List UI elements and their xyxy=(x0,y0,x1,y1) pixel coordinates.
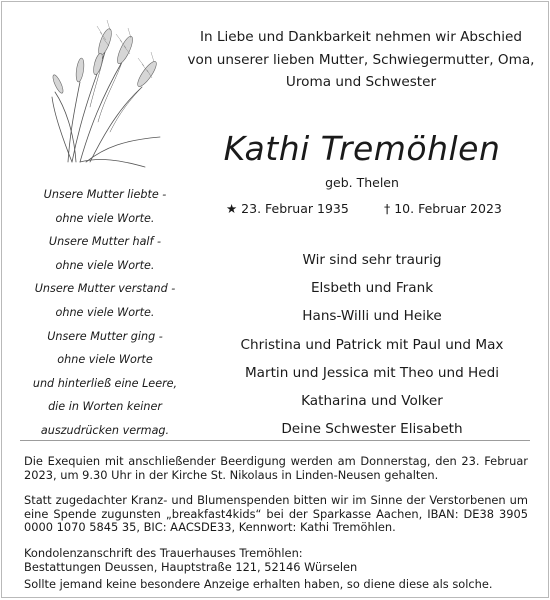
intro-line: von unserer lieben Mutter, Schwiegermutter, Oma, xyxy=(187,51,535,68)
condolence-address-label: Kondolenzanschrift des Trauerhauses Tremöhlen: xyxy=(24,545,303,560)
poem-line: ohne viele Worte. xyxy=(55,305,155,319)
donation-note: Statt zugedachter Kranz- und Blumenspenden bitten wir im Sinne der Verstorbenen um eine Spende zugunsten „breakfast4kids“ bei der Sparkasse Aachen, IBAN: DE38 3905 0000 1070 5845 35, BIC: AACSDE33, Kennwort: Kathi Tremöhlen. xyxy=(24,493,528,535)
mourner-entry: Elsbeth und Frank xyxy=(310,280,434,297)
mourners-heading: Wir sind sehr traurig xyxy=(302,252,442,268)
mourner-entry: Katharina und Volker xyxy=(301,393,443,410)
obituary-card xyxy=(1,1,549,598)
poem-line: ohne viele Worte xyxy=(57,353,153,367)
death-date: † 10. Februar 2023 xyxy=(384,201,502,216)
condolence-address: Bestattungen Deussen, Hauptstraße 121, 52146 Würselen xyxy=(24,559,358,574)
mourner-entry: Martin und Jessica mit Theo und Hedi xyxy=(244,364,500,381)
poem-line: Unsere Mutter liebte - xyxy=(43,188,167,201)
divider xyxy=(20,440,530,441)
exequies-note: Die Exequien mit anschließender Beerdigung werden am Donnerstag, den 23. Februar 2023, um 9.30 Uhr in der Kirche St. Nikolaus in Linden-Neusen gehalten. xyxy=(24,454,528,482)
intro-line: In Liebe und Dankbarkeit nehmen wir Abschied xyxy=(200,29,522,45)
intro-line: Uroma und Schwester xyxy=(285,74,437,90)
poem-line: ohne viele Worte. xyxy=(55,211,155,225)
birth-date: ★ 23. Februar 1935 xyxy=(226,201,349,216)
notes-section xyxy=(24,455,528,592)
closing-note: Sollte jemand keine besondere Anzeige erhalten haben, so diene diese als solche. xyxy=(24,577,493,592)
poem-line: auszudrücken vermag. xyxy=(40,423,170,437)
deceased-name: Kathi Tremöhlen xyxy=(223,129,501,168)
poem-line: die in Worten keiner xyxy=(48,400,162,414)
wheat-illustration xyxy=(50,12,170,172)
mourners-list xyxy=(197,246,547,443)
poem-line: Unsere Mutter half - xyxy=(48,235,162,249)
mourner-entry: Hans-Willi und Heike xyxy=(302,308,442,325)
intro-text xyxy=(174,26,548,94)
mourner-entry: Deine Schwester Elisabeth xyxy=(281,421,463,438)
mourner-entry: Christina und Patrick mit Paul und Max xyxy=(240,336,504,353)
poem-line: und hinterließ eine Leere, xyxy=(32,376,178,390)
poem-line: Unsere Mutter ging - xyxy=(47,329,163,343)
poem xyxy=(20,183,190,443)
poem-line: Unsere Mutter verstand - xyxy=(34,282,176,296)
maiden-name: geb. Thelen xyxy=(325,175,399,190)
poem-line: ohne viele Worte. xyxy=(55,258,155,272)
